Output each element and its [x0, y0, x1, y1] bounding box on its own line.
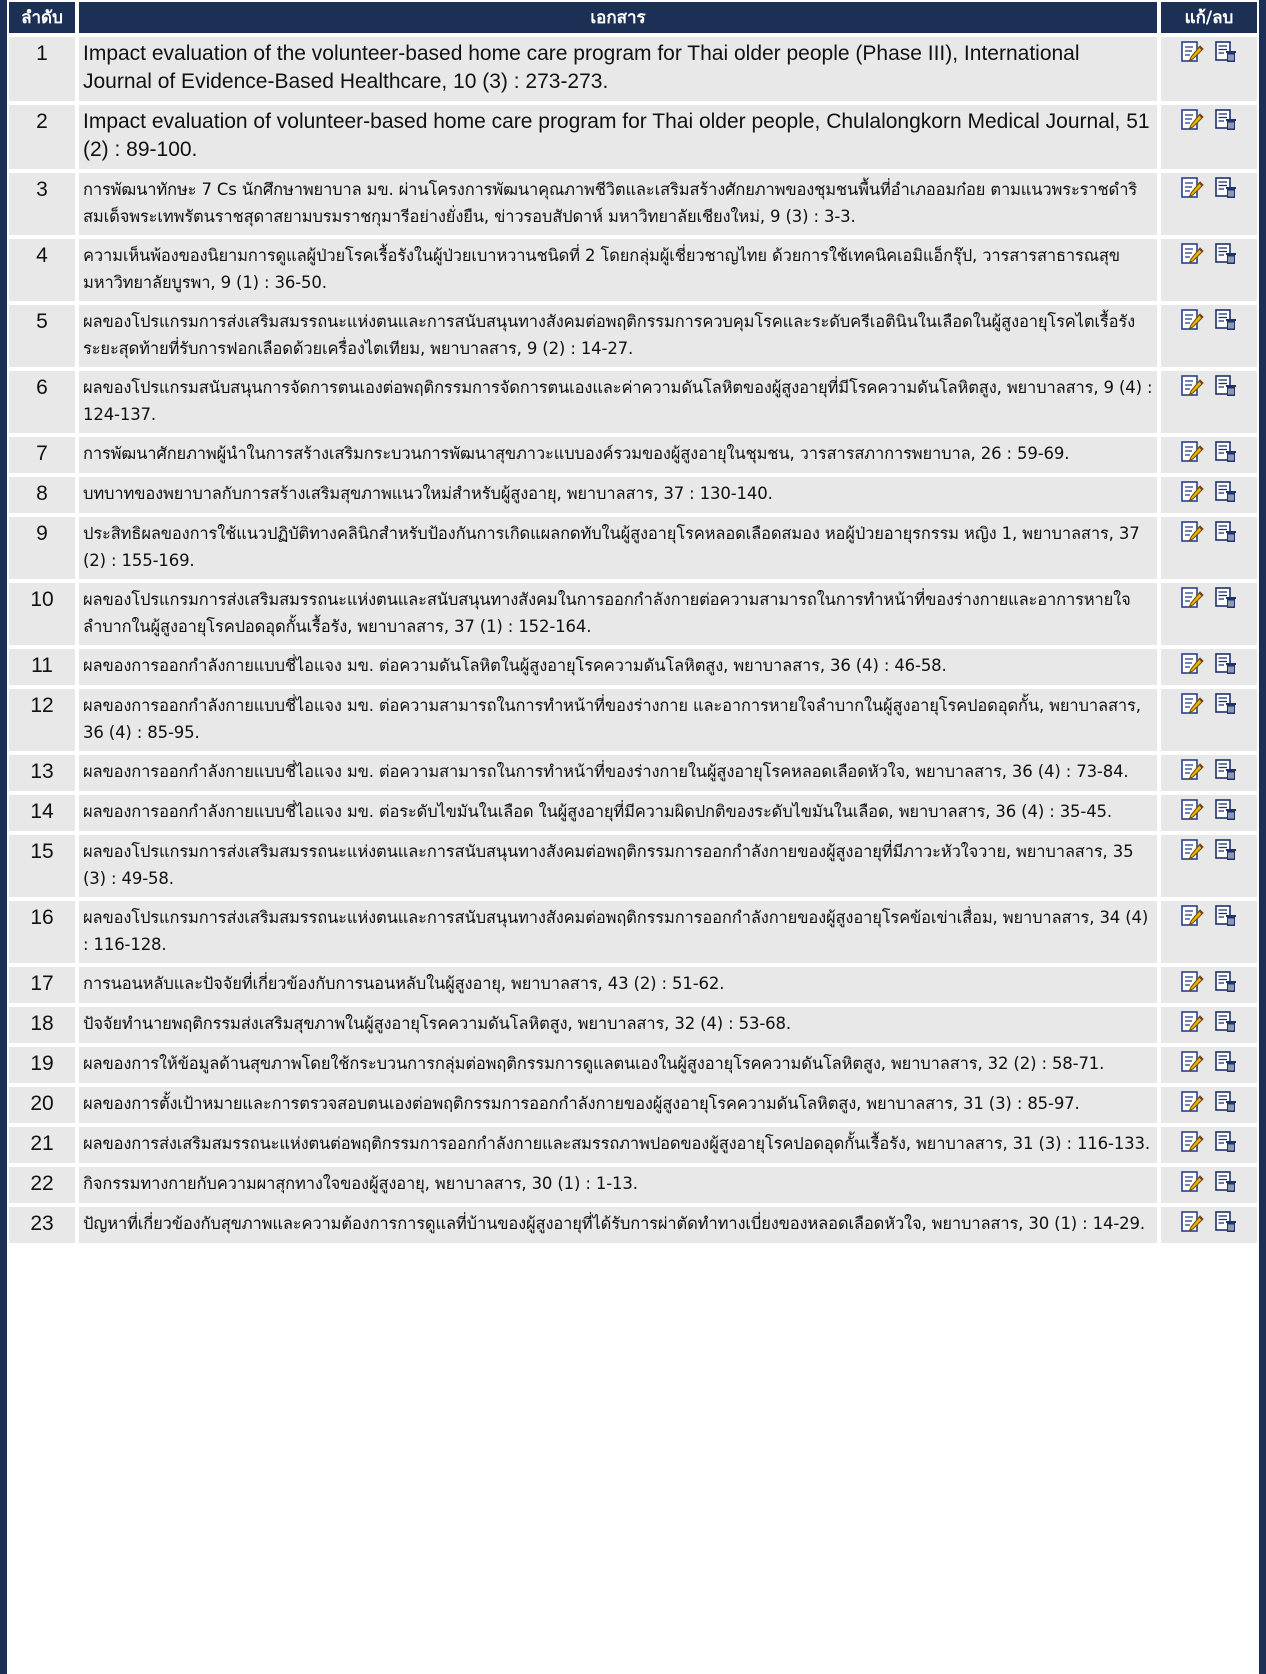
- table-row: [7, 237, 1259, 303]
- delete-icon[interactable]: [1214, 1170, 1238, 1194]
- delete-icon[interactable]: [1214, 1090, 1238, 1114]
- delete-icon[interactable]: [1214, 176, 1238, 200]
- edit-icon[interactable]: [1180, 838, 1204, 862]
- table-row: [7, 753, 1259, 793]
- edit-icon[interactable]: [1180, 692, 1204, 716]
- table-row: [7, 1045, 1259, 1085]
- publications-table: [7, 0, 1259, 1245]
- row-document: ผลของโปรแกรมการส่งเสริมสมรรถนะแห่งตนและการสนับสนุนทางสังคมต่อพฤติกรรมการออกกำลังกายของผู้สูงอายุที่มีภาวะหัวใจวาย, พยาบาลสาร, 35 (3) : 49-58.: [77, 833, 1159, 899]
- delete-icon[interactable]: [1214, 798, 1238, 822]
- edit-icon[interactable]: [1180, 798, 1204, 822]
- row-document: การนอนหลับและปัจจัยที่เกี่ยวข้องกับการนอนหลับในผู้สูงอายุ, พยาบาลสาร, 43 (2) : 51-62.: [77, 965, 1159, 1005]
- row-number: 7: [7, 435, 77, 475]
- table-row: [7, 899, 1259, 965]
- table-row: [7, 833, 1259, 899]
- row-actions: [1159, 965, 1259, 1005]
- table-row: [7, 103, 1259, 171]
- row-number: 18: [7, 1005, 77, 1045]
- header-document: เอกสาร: [77, 0, 1159, 35]
- row-number: 6: [7, 369, 77, 435]
- delete-icon[interactable]: [1214, 838, 1238, 862]
- edit-icon[interactable]: [1180, 970, 1204, 994]
- row-document: ผลของโปรแกรมการส่งเสริมสมรรถนะแห่งตนและการสนับสนุนทางสังคมต่อพฤติกรรมการควบคุมโรคและระดับครีเอตินินในเลือดในผู้สูงอายุโรคไตเรื้อรังระยะสุดท้ายที่รับการฟอกเลือดด้วยเครื่องไตเทียม, พยาบาลสาร, 9 (2) : 14-27.: [77, 303, 1159, 369]
- row-number: 2: [7, 103, 77, 171]
- header-number: ลำดับ: [7, 0, 77, 35]
- row-actions: [1159, 369, 1259, 435]
- row-actions: [1159, 1045, 1259, 1085]
- delete-icon[interactable]: [1214, 374, 1238, 398]
- row-actions: [1159, 435, 1259, 475]
- row-document: Impact evaluation of the volunteer-based home care program for Thai older people (Phase III), International Journal of Evidence-Based Healthcare, 10 (3) : 273-273.: [77, 35, 1159, 103]
- row-document: บทบาทของพยาบาลกับการสร้างเสริมสุขภาพแนวใหม่สำหรับผู้สูงอายุ, พยาบาลสาร, 37 : 130-140.: [77, 475, 1159, 515]
- row-actions: [1159, 793, 1259, 833]
- delete-icon[interactable]: [1214, 970, 1238, 994]
- delete-icon[interactable]: [1214, 520, 1238, 544]
- row-document: ความเห็นพ้องของนิยามการดูแลผู้ป่วยโรคเรื้อรังในผู้ป่วยเบาหวานชนิดที่ 2 โดยกลุ่มผู้เชี่ยวชาญไทย ด้วยการใช้เทคนิคเอมิแอ็กรุ๊ป, วารสารสาธารณสุขมหาวิทยาลัยบูรพา, 9 (1) : 36-50.: [77, 237, 1159, 303]
- edit-icon[interactable]: [1180, 1090, 1204, 1114]
- right-border: [1259, 0, 1266, 1674]
- row-document: ผลของการส่งเสริมสมรรถนะแห่งตนต่อพฤติกรรมการออกกำลังกายและสมรรถภาพปอดของผู้สูงอายุโรคปอดอุดกั้นเรื้อรัง, พยาบาลสาร, 31 (3) : 116-133.: [77, 1125, 1159, 1165]
- delete-icon[interactable]: [1214, 1050, 1238, 1074]
- delete-icon[interactable]: [1214, 692, 1238, 716]
- edit-icon[interactable]: [1180, 1210, 1204, 1234]
- edit-icon[interactable]: [1180, 374, 1204, 398]
- edit-icon[interactable]: [1180, 480, 1204, 504]
- row-actions: [1159, 103, 1259, 171]
- table-row: [7, 303, 1259, 369]
- row-number: 4: [7, 237, 77, 303]
- row-document: ผลของการให้ข้อมูลด้านสุขภาพโดยใช้กระบวนการกลุ่มต่อพฤติกรรมการดูแลตนเองในผู้สูงอายุโรคความดันโลหิตสูง, พยาบาลสาร, 32 (2) : 58-71.: [77, 1045, 1159, 1085]
- table-row: [7, 515, 1259, 581]
- delete-icon[interactable]: [1214, 108, 1238, 132]
- delete-icon[interactable]: [1214, 1210, 1238, 1234]
- row-actions: [1159, 1085, 1259, 1125]
- row-document: ผลของโปรแกรมการส่งเสริมสมรรถนะแห่งตนและสนับสนุนทางสังคมในการออกกำลังกายต่อความสามารถในการทำหน้าที่ของร่างกายและอาการหายใจลำบากในผู้สูงอายุโรคปอดอุดกั้นเรื้อรัง, พยาบาลสาร, 37 (1) : 152-164.: [77, 581, 1159, 647]
- edit-icon[interactable]: [1180, 176, 1204, 200]
- table-body: [7, 35, 1259, 1245]
- delete-icon[interactable]: [1214, 1010, 1238, 1034]
- row-document: ปัจจัยทำนายพฤติกรรมส่งเสริมสุขภาพในผู้สูงอายุโรคความดันโลหิตสูง, พยาบาลสาร, 32 (4) : 53-68.: [77, 1005, 1159, 1045]
- delete-icon[interactable]: [1214, 40, 1238, 64]
- row-number: 16: [7, 899, 77, 965]
- row-number: 3: [7, 171, 77, 237]
- row-number: 20: [7, 1085, 77, 1125]
- table-row: [7, 1005, 1259, 1045]
- row-document: ผลของโปรแกรมการส่งเสริมสมรรถนะแห่งตนและการสนับสนุนทางสังคมต่อพฤติกรรมการออกกำลังกายของผู้สูงอายุโรคข้อเข่าเสื่อม, พยาบาลสาร, 34 (4) : 116-128.: [77, 899, 1159, 965]
- row-document: ผลของการออกกำลังกายแบบชี่ไอแจง มข. ต่อความดันโลหิตในผู้สูงอายุโรคความดันโลหิตสูง, พยาบาลสาร, 36 (4) : 46-58.: [77, 647, 1159, 687]
- row-number: 22: [7, 1165, 77, 1205]
- table-row: [7, 965, 1259, 1005]
- row-actions: [1159, 1165, 1259, 1205]
- delete-icon[interactable]: [1214, 242, 1238, 266]
- table-row: [7, 1205, 1259, 1245]
- table-row: [7, 793, 1259, 833]
- delete-icon[interactable]: [1214, 758, 1238, 782]
- edit-icon[interactable]: [1180, 1050, 1204, 1074]
- edit-icon[interactable]: [1180, 308, 1204, 332]
- row-number: 15: [7, 833, 77, 899]
- table-row: [7, 35, 1259, 103]
- edit-icon[interactable]: [1180, 758, 1204, 782]
- row-actions: [1159, 833, 1259, 899]
- row-number: 12: [7, 687, 77, 753]
- row-number: 19: [7, 1045, 77, 1085]
- delete-icon[interactable]: [1214, 1130, 1238, 1154]
- row-actions: [1159, 753, 1259, 793]
- row-document: ผลของการออกกำลังกายแบบชี่ไอแจง มข. ต่อความสามารถในการทำหน้าที่ของร่างกาย และอาการหายใจลำบากในผู้สูงอายุโรคปอดอุดกั้น, พยาบาลสาร, 36 (4) : 85-95.: [77, 687, 1159, 753]
- row-number: 11: [7, 647, 77, 687]
- delete-icon[interactable]: [1214, 480, 1238, 504]
- row-number: 10: [7, 581, 77, 647]
- delete-icon[interactable]: [1214, 440, 1238, 464]
- row-actions: [1159, 171, 1259, 237]
- row-number: 17: [7, 965, 77, 1005]
- table-row: [7, 687, 1259, 753]
- row-number: 5: [7, 303, 77, 369]
- row-number: 13: [7, 753, 77, 793]
- row-document: กิจกรรมทางกายกับความผาสุกทางใจของผู้สูงอายุ, พยาบาลสาร, 30 (1) : 1-13.: [77, 1165, 1159, 1205]
- edit-icon[interactable]: [1180, 520, 1204, 544]
- row-actions: [1159, 303, 1259, 369]
- left-border: [0, 0, 7, 1674]
- row-document: การพัฒนาศักยภาพผู้นำในการสร้างเสริมกระบวนการพัฒนาสุขภาวะแบบองค์รวมของผู้สูงอายุในชุมชน, วารสารสภาการพยาบาล, 26 : 59-69.: [77, 435, 1159, 475]
- edit-icon[interactable]: [1180, 904, 1204, 928]
- row-actions: [1159, 1005, 1259, 1045]
- row-document: Impact evaluation of volunteer-based home care program for Thai older people, Chulalongkorn Medical Journal, 51 (2) : 89-100.: [77, 103, 1159, 171]
- row-number: 14: [7, 793, 77, 833]
- row-number: 8: [7, 475, 77, 515]
- edit-icon[interactable]: [1180, 1010, 1204, 1034]
- edit-icon[interactable]: [1180, 1170, 1204, 1194]
- edit-icon[interactable]: [1180, 40, 1204, 64]
- table-header: [7, 0, 1259, 35]
- row-number: 1: [7, 35, 77, 103]
- row-document: ผลของการออกกำลังกายแบบชี่ไอแจง มข. ต่อระดับไขมันในเลือด ในผู้สูงอายุที่มีความผิดปกติของระดับไขมันในเลือด, พยาบาลสาร, 36 (4) : 35-45.: [77, 793, 1159, 833]
- row-document: ผลของการออกกำลังกายแบบชี่ไอแจง มข. ต่อความสามารถในการทำหน้าที่ของร่างกายในผู้สูงอายุโรคหลอดเลือดหัวใจ, พยาบาลสาร, 36 (4) : 73-84.: [77, 753, 1159, 793]
- row-number: 9: [7, 515, 77, 581]
- row-document: ผลของการตั้งเป้าหมายและการตรวจสอบตนเองต่อพฤติกรรมการออกกำลังกายของผู้สูงอายุโรคความดันโลหิตสูง, พยาบาลสาร, 31 (3) : 85-97.: [77, 1085, 1159, 1125]
- delete-icon[interactable]: [1214, 308, 1238, 332]
- row-actions: [1159, 687, 1259, 753]
- row-actions: [1159, 237, 1259, 303]
- row-actions: [1159, 35, 1259, 103]
- edit-icon[interactable]: [1180, 242, 1204, 266]
- delete-icon[interactable]: [1214, 652, 1238, 676]
- row-number: 23: [7, 1205, 77, 1245]
- delete-icon[interactable]: [1214, 904, 1238, 928]
- delete-icon[interactable]: [1214, 586, 1238, 610]
- row-actions: [1159, 647, 1259, 687]
- edit-icon[interactable]: [1180, 440, 1204, 464]
- row-actions: [1159, 475, 1259, 515]
- row-number: 21: [7, 1125, 77, 1165]
- header-actions: แก้/ลบ: [1159, 0, 1259, 35]
- row-document: การพัฒนาทักษะ 7 Cs นักศึกษาพยาบาล มข. ผ่านโครงการพัฒนาคุณภาพชีวิตและเสริมสร้างศักยภาพของชุมชนพื้นที่อำเภออมก๋อย ตามแนวพระราชดำริ สมเด็จพระเทพรัตนราชสุดาสยามบรมราชกุมารีอย่างยั่งยืน, ข่าวรอบสัปดาห์ มหาวิทยาลัยเชียงใหม่, 9 (3) : 3-3.: [77, 171, 1159, 237]
- table-row: [7, 581, 1259, 647]
- edit-icon[interactable]: [1180, 652, 1204, 676]
- table-row: [7, 369, 1259, 435]
- table-row: [7, 475, 1259, 515]
- edit-icon[interactable]: [1180, 108, 1204, 132]
- edit-icon[interactable]: [1180, 586, 1204, 610]
- table-row: [7, 647, 1259, 687]
- row-actions: [1159, 899, 1259, 965]
- table-row: [7, 1125, 1259, 1165]
- table-row: [7, 1085, 1259, 1125]
- table-row: [7, 435, 1259, 475]
- row-actions: [1159, 581, 1259, 647]
- row-document: ผลของโปรแกรมสนับสนุนการจัดการตนเองต่อพฤติกรรมการจัดการตนเองและค่าความดันโลหิตของผู้สูงอายุที่มีโรคความดันโลหิตสูง, พยาบาลสาร, 9 (4) : 124-137.: [77, 369, 1159, 435]
- row-document: ปัญหาที่เกี่ยวข้องกับสุขภาพและความต้องการการดูแลที่บ้านของผู้สูงอายุที่ได้รับการผ่าตัดทำทางเบี่ยงของหลอดเลือดหัวใจ, พยาบาลสาร, 30 (1) : 14-29.: [77, 1205, 1159, 1245]
- row-actions: [1159, 515, 1259, 581]
- row-document: ประสิทธิผลของการใช้แนวปฏิบัติทางคลินิกสำหรับป้องกันการเกิดแผลกดทับในผู้สูงอายุโรคหลอดเลือดสมอง หอผู้ป่วยอายุรกรรม หญิง 1, พยาบาลสาร, 37 (2) : 155-169.: [77, 515, 1159, 581]
- row-actions: [1159, 1125, 1259, 1165]
- table-row: [7, 171, 1259, 237]
- table-row: [7, 1165, 1259, 1205]
- row-actions: [1159, 1205, 1259, 1245]
- edit-icon[interactable]: [1180, 1130, 1204, 1154]
